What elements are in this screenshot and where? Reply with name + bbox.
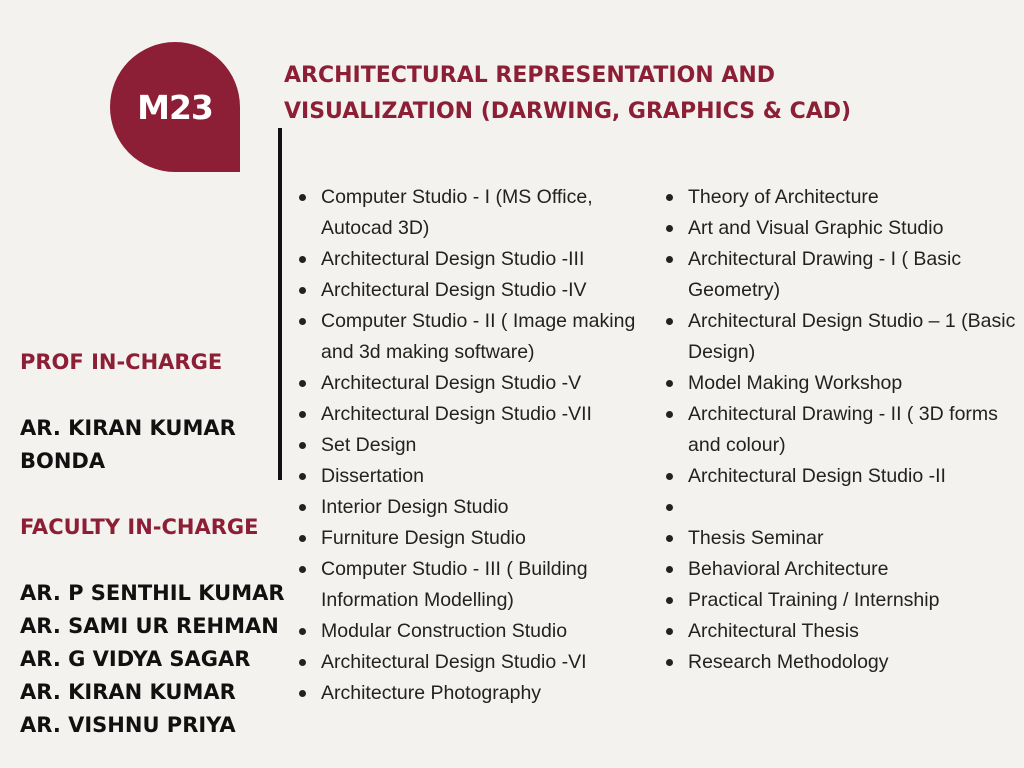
staff-panel bbox=[20, 346, 285, 742]
course-item: Architecture Photography bbox=[299, 678, 654, 709]
course-item: Architectural Design Studio -III bbox=[299, 244, 654, 275]
course-item: Theory of Architecture bbox=[666, 182, 1021, 213]
course-item: Practical Training / Internship bbox=[666, 585, 1021, 616]
module-code: M23 bbox=[137, 87, 213, 127]
course-item: Behavioral Architecture bbox=[666, 554, 1021, 585]
faculty-name: AR. SAMI UR REHMAN bbox=[20, 614, 279, 638]
course-item: Architectural Design Studio – 1 (Basic Design) bbox=[666, 306, 1021, 368]
title-line-1: ARCHITECTURAL REPRESENTATION AND bbox=[284, 63, 776, 88]
course-item: Computer Studio - I (MS Office, Autocad 3D) bbox=[299, 182, 654, 244]
course-item: Architectural Design Studio -II bbox=[666, 461, 1021, 492]
course-item: Architectural Design Studio -V bbox=[299, 368, 654, 399]
course-item: Computer Studio - II ( Image making and 3d making software) bbox=[299, 306, 654, 368]
prof-heading: PROF IN-CHARGE bbox=[20, 350, 223, 374]
course-item: Architectural Design Studio -VII bbox=[299, 399, 654, 430]
course-list-left bbox=[299, 182, 654, 709]
course-item: Computer Studio - III ( Building Information Modelling) bbox=[299, 554, 654, 616]
course-item: Thesis Seminar bbox=[666, 523, 1021, 554]
course-item: Architectural Thesis bbox=[666, 616, 1021, 647]
faculty-heading: FACULTY IN-CHARGE bbox=[20, 515, 259, 539]
course-list-right bbox=[666, 182, 1021, 678]
prof-name-line: AR. KIRAN KUMAR bbox=[20, 416, 236, 440]
faculty-name: AR. VISHNU PRIYA bbox=[20, 713, 236, 737]
course-item: Set Design bbox=[299, 430, 654, 461]
course-item: Research Methodology bbox=[666, 647, 1021, 678]
faculty-name: AR. G VIDYA SAGAR bbox=[20, 647, 251, 671]
course-item: Architectural Drawing - I ( Basic Geometry) bbox=[666, 244, 1021, 306]
course-item: Architectural Design Studio -IV bbox=[299, 275, 654, 306]
course-item-empty bbox=[666, 492, 1021, 523]
title-line-2: VISUALIZATION (DARWING, GRAPHICS & CAD) bbox=[284, 99, 852, 124]
course-item: Architectural Design Studio -VI bbox=[299, 647, 654, 678]
prof-name-line: BONDA bbox=[20, 449, 106, 473]
faculty-name: AR. P SENTHIL KUMAR bbox=[20, 581, 285, 605]
course-item: Dissertation bbox=[299, 461, 654, 492]
page-title bbox=[284, 58, 1004, 130]
course-item: Model Making Workshop bbox=[666, 368, 1021, 399]
module-badge bbox=[110, 42, 240, 172]
course-item: Furniture Design Studio bbox=[299, 523, 654, 554]
course-item: Interior Design Studio bbox=[299, 492, 654, 523]
course-item: Art and Visual Graphic Studio bbox=[666, 213, 1021, 244]
course-item: Architectural Drawing - II ( 3D forms and colour) bbox=[666, 399, 1021, 461]
faculty-name: AR. KIRAN KUMAR bbox=[20, 680, 236, 704]
course-item: Modular Construction Studio bbox=[299, 616, 654, 647]
